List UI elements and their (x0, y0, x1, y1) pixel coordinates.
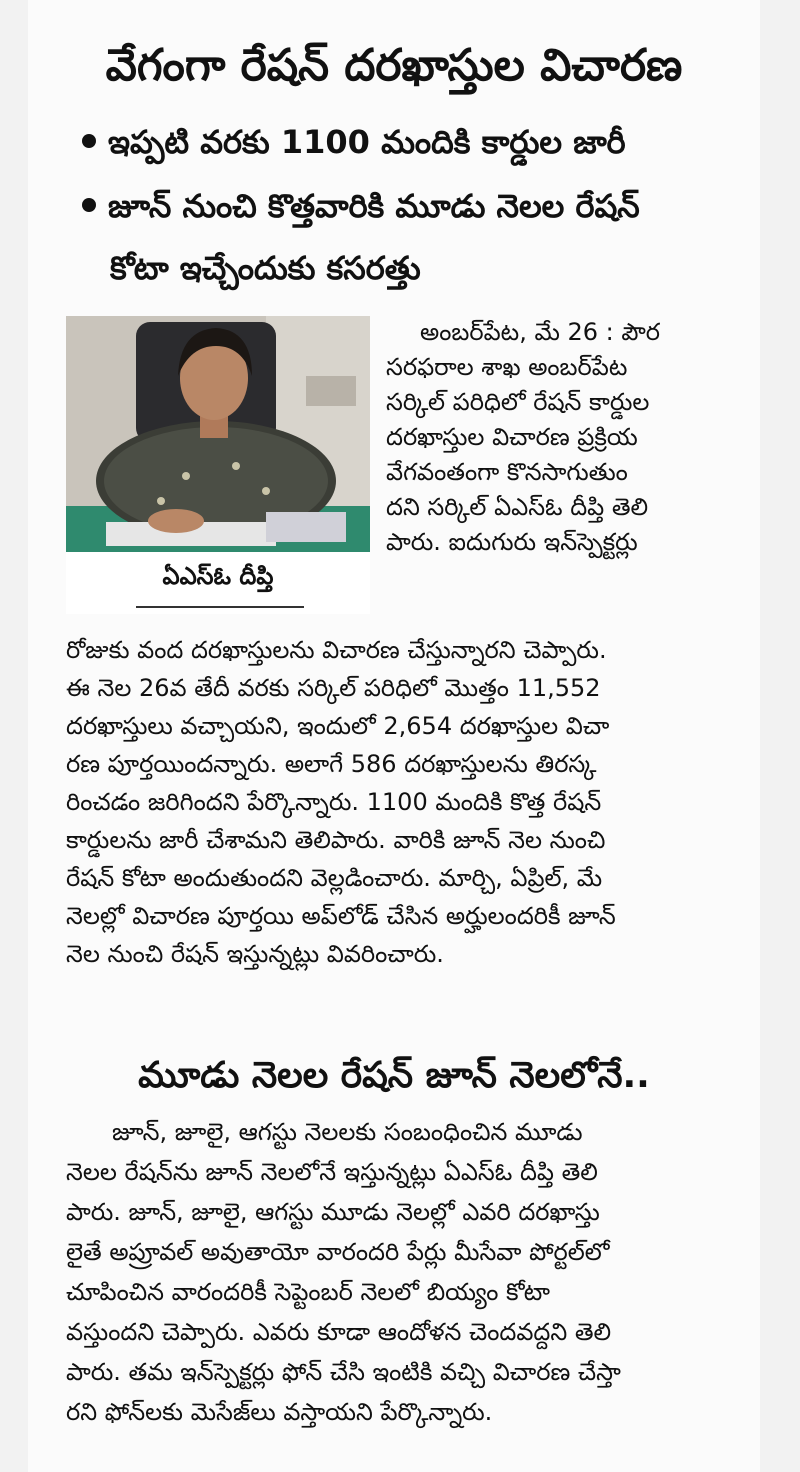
body-line: నెలల్లో విచారణ పూర్తయి అప్‌లోడ్ చేసిన అర్హులందరికీ జూన్ (66, 902, 616, 930)
body-line: పారు. తమ ఇన్‌స్పెక్టర్లు ఫోన్ చేసి ఇంటికి వచ్చి విచారణ చేస్తా (66, 1358, 621, 1386)
body-line: దని సర్కిల్ ఏఎస్ఓ దీప్తి తెలి (386, 493, 649, 521)
body-line: నెల నుంచి రేషన్ ఇస్తున్నట్లు వివరించారు. (66, 940, 444, 968)
body-line: కార్డులను జారీ చేశామని తెలిపారు. వారికి జూన్ నెల నుంచి (66, 826, 606, 854)
bullet-dot-icon (82, 134, 96, 148)
body-line: చూపించిన వారందరికీ సెప్టెంబర్ నెలలో బియ్యం కోటా (66, 1278, 551, 1306)
bullet-dot-icon (82, 198, 96, 212)
body-line: రేషన్ కోటా అందుతుందని వెల్లడించారు. మార్చి, ఏప్రిల్, మే (66, 864, 603, 892)
body-line: వస్తుందని చెప్పారు. ఎవరు కూడా ఆందోళన చెందవద్దని తెలి (66, 1318, 612, 1346)
body-line: ఈ నెల 26వ తేదీ వరకు సర్కిల్ పరిధిలో మొత్తం 11,552 (66, 674, 601, 702)
bullet-point-2 (82, 184, 640, 228)
body-line: దరఖాస్తుల విచారణ ప్రక్రియ (386, 423, 638, 451)
caption-underline (136, 606, 304, 608)
body-line: రోజుకు వంద దరఖాస్తులను విచారణ చేస్తున్నారని చెప్పారు. (66, 636, 607, 664)
body-line: పారు. జూన్, జూలై, ఆగస్టు మూడు నెలల్లో ఎవరి దరఖాస్తు (66, 1198, 600, 1226)
photo-caption: ఏఎస్ఓ దీప్తి (162, 562, 274, 590)
body-line: రని ఫోన్‌లకు మెసేజ్‌లు వస్తాయని పేర్కొన్నారు. (66, 1398, 493, 1426)
photo-block (66, 316, 370, 614)
bullet-point-2-continued: కోటా ఇచ్చేందుకు కసరత్తు (110, 249, 421, 287)
headline: వేగంగా రేషన్ దరఖాస్తుల విచారణ (105, 40, 683, 91)
body-line: లైతే అప్రూవల్ అవుతాయో వారందరి పేర్లు మీసేవా పోర్టల్‌లో (66, 1238, 610, 1266)
body-line: నెలల రేషన్‌ను జూన్ నెలలోనే ఇస్తున్నట్లు ఏఎస్ఓ దీప్తి తెలి (66, 1158, 598, 1186)
body-line: పారు. ఐదుగురు ఇన్‌స్పెక్టర్లు (386, 528, 638, 556)
body-line: దరఖాస్తులు వచ్చాయని, ఇందులో 2,654 దరఖాస్తుల విచా (66, 712, 610, 740)
bullet-text: ఇప్పటి వరకు 1100 మందికి కార్డుల జారీ (108, 123, 626, 161)
body-line: వేగవంతంగా కొనసాగుతుం (386, 458, 628, 486)
newspaper-clipping (28, 0, 760, 1472)
bullet-point-1 (82, 120, 626, 164)
body-line: సరఫరాల శాఖ అంబర్‌పేట (386, 353, 628, 381)
body-line: రించడం జరిగిందని పేర్కొన్నారు. 1100 మందికి కొత్త రేషన్ (66, 788, 602, 816)
subheading: మూడు నెలల రేషన్ జూన్ నెలలోనే.. (138, 1055, 650, 1096)
body-line: సర్కిల్ పరిధిలో రేషన్ కార్డుల (386, 388, 650, 416)
body-line: జూన్, జూలై, ఆగస్టు నెలలకు సంబంధించిన మూడు (112, 1118, 583, 1146)
bullet-text: జూన్ నుంచి కొత్తవారికి మూడు నెలల రేషన్ (108, 187, 640, 225)
body-line: అంబర్‌పేట, మే 26 : పౌర (420, 318, 661, 346)
body-line: రణ పూర్తయిందన్నారు. అలాగే 586 దరఖాస్తులను తిరస్క (66, 750, 597, 778)
official-photo (66, 316, 370, 552)
